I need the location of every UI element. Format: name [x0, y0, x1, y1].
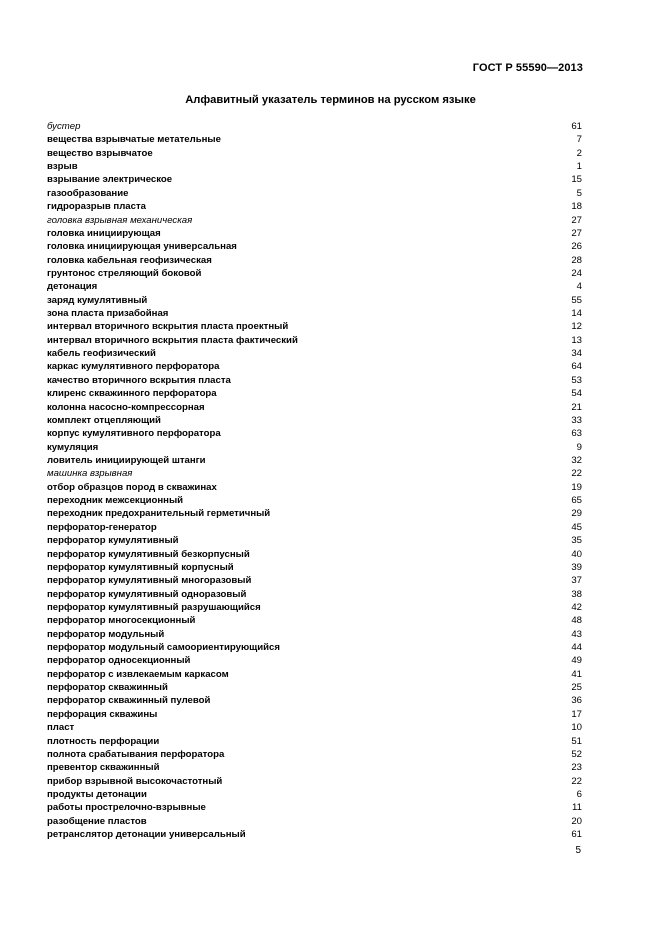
- index-term: прибор взрывной высокочастотный: [47, 775, 223, 787]
- index-term-number: 20: [571, 815, 582, 827]
- index-entry: [47, 561, 582, 574]
- index-term: машинка взрывная: [47, 468, 133, 480]
- index-term: превентор скважинный: [47, 762, 160, 774]
- index-term-number: 61: [571, 829, 582, 841]
- index-term: головка кабельная геофизическая: [47, 254, 212, 266]
- index-term-number: 23: [571, 762, 582, 774]
- index-term: отбор образцов пород в скважинах: [47, 481, 217, 493]
- index-entry: [47, 454, 582, 467]
- index-term: головка взрывная механическая: [47, 214, 193, 226]
- index-entry: [47, 120, 582, 133]
- index-entry: [47, 481, 582, 494]
- index-term-number: 34: [571, 348, 582, 360]
- index-term: заряд кумулятивный: [47, 294, 148, 306]
- index-term: перфоратор кумулятивный одноразовый: [47, 588, 247, 600]
- index-term: перфоратор скважинный: [47, 682, 168, 694]
- index-term: полнота срабатывания перфоратора: [47, 748, 225, 760]
- index-term: перфоратор кумулятивный разрушающийся: [47, 601, 261, 613]
- index-entry: [47, 654, 582, 667]
- index-term: перфоратор односекционный: [47, 655, 191, 667]
- index-entry: [47, 267, 582, 280]
- index-term-number: 24: [571, 267, 582, 279]
- index-entry: [47, 815, 582, 828]
- index-term-number: 22: [571, 468, 582, 480]
- index-entry: [47, 280, 582, 293]
- index-term-number: 37: [571, 575, 582, 587]
- index-term-number: 48: [571, 615, 582, 627]
- index-term: вещества взрывчатые метательные: [47, 134, 221, 146]
- index-term: интервал вторичного вскрытия пласта фактический: [47, 334, 298, 346]
- index-term: взрыв: [47, 161, 78, 173]
- index-entry: [47, 307, 582, 320]
- index-term-number: 38: [571, 588, 582, 600]
- index-term-number: 51: [571, 735, 582, 747]
- index-term-number: 25: [571, 682, 582, 694]
- index-term: зона пласта призабойная: [47, 308, 169, 320]
- index-term-number: 2: [576, 147, 582, 159]
- index-term: перфоратор кумулятивный корпусный: [47, 561, 234, 573]
- index-term: ретранслятор детонации универсальный: [47, 829, 246, 841]
- index-entry: [47, 387, 582, 400]
- index-term-number: 39: [571, 561, 582, 573]
- index-entry: [47, 441, 582, 454]
- page-number: 5: [575, 845, 581, 856]
- index-entry: [47, 374, 582, 387]
- index-title: Алфавитный указатель терминов на русском языке: [185, 94, 476, 106]
- index-entry: [47, 507, 582, 520]
- index-term: каркас кумулятивного перфоратора: [47, 361, 220, 373]
- index-term: перфоратор модульный: [47, 628, 165, 640]
- index-term: ловитель инициирующей штанги: [47, 454, 206, 466]
- index-term: бустер: [47, 121, 81, 132]
- index-entry: [47, 254, 582, 267]
- index-term-number: 26: [571, 241, 582, 253]
- index-term-number: 65: [571, 495, 582, 507]
- index-term-number: 43: [571, 628, 582, 640]
- index-term-number: 55: [571, 294, 582, 306]
- index-term-number: 11: [572, 802, 582, 814]
- index-entry: [47, 414, 582, 427]
- index-entry: [47, 721, 582, 734]
- index-entry: [47, 614, 582, 627]
- index-term-number: 52: [571, 748, 582, 760]
- index-term: головка инициирующая универсальная: [47, 241, 237, 253]
- index-term: гидроразрыв пласта: [47, 201, 146, 213]
- index-entry: [47, 173, 582, 186]
- index-term: перфоратор кумулятивный многоразовый: [47, 575, 252, 587]
- index-entry: [47, 801, 582, 814]
- index-term-number: 21: [571, 401, 582, 413]
- index-term-number: 29: [571, 508, 582, 520]
- index-term-number: 32: [571, 454, 582, 466]
- index-term: качество вторичного вскрытия пласта: [47, 374, 231, 386]
- index-entry: [47, 668, 582, 681]
- index-term-number: 15: [571, 174, 582, 186]
- index-term: перфоратор кумулятивный: [47, 535, 179, 547]
- index-term-number: 4: [576, 281, 582, 293]
- index-term-number: 61: [571, 121, 582, 132]
- index-term-number: 1: [576, 161, 582, 173]
- index-term-number: 10: [571, 722, 582, 734]
- index-term: перфоратор с извлекаемым каркасом: [47, 668, 229, 680]
- index-term: перфоратор кумулятивный безкорпусный: [47, 548, 250, 560]
- index-term-number: 13: [571, 334, 582, 346]
- index-term-number: 27: [571, 214, 582, 226]
- index-term: плотность перфорации: [47, 735, 160, 747]
- index-entry: [47, 548, 582, 561]
- index-entry: [47, 214, 582, 227]
- index-term: переходник межсекционный: [47, 495, 184, 507]
- index-term-number: 42: [571, 601, 582, 613]
- index-entry: [47, 735, 582, 748]
- index-entry: [47, 601, 582, 614]
- index-entry: [47, 775, 582, 788]
- index-term: переходник предохранительный герметичный: [47, 508, 271, 520]
- index-term-number: 53: [571, 374, 582, 386]
- index-entry: [47, 187, 582, 200]
- index-entry: [47, 641, 582, 654]
- index-term-number: 40: [571, 548, 582, 560]
- index-term-number: 33: [571, 414, 582, 426]
- index-entry: [47, 708, 582, 721]
- index-entry: [47, 748, 582, 761]
- index-term: головка инициирующая: [47, 227, 161, 239]
- index-entry: [47, 227, 582, 240]
- index-term: газообразование: [47, 187, 129, 199]
- index-entry: [47, 521, 582, 534]
- index-entry: [47, 694, 582, 707]
- index-entry: [47, 200, 582, 213]
- index-term-number: 22: [571, 775, 582, 787]
- index-term: интервал вторичного вскрытия пласта проектный: [47, 321, 289, 333]
- index-term: перфоратор-генератор: [47, 521, 157, 533]
- document-code: ГОСТ Р 55590—2013: [472, 62, 583, 74]
- index-term: клиренс скважинного перфоратора: [47, 388, 217, 400]
- index-entry: [47, 160, 582, 173]
- index-entry: [47, 588, 582, 601]
- index-entry: [47, 334, 582, 347]
- index-term: перфоратор скважинный пулевой: [47, 695, 211, 707]
- index-term: вещество взрывчатое: [47, 147, 153, 159]
- index-term-number: 45: [571, 521, 582, 533]
- index-term: перфорация скважины: [47, 708, 158, 720]
- index-entry: [47, 494, 582, 507]
- index-entry: [47, 401, 582, 414]
- index-term: детонация: [47, 281, 98, 293]
- index-entry: [47, 360, 582, 373]
- index-term: кабель геофизический: [47, 348, 156, 360]
- index-term-number: 14: [571, 308, 582, 320]
- index-entry: [47, 828, 582, 841]
- index-term-number: 5: [576, 187, 582, 199]
- index-term-number: 28: [571, 254, 582, 266]
- index-term-number: 49: [571, 655, 582, 667]
- index-entry: [47, 347, 582, 360]
- index-term-number: 35: [571, 535, 582, 547]
- index-term: колонна насосно-компрессорная: [47, 401, 205, 413]
- index-term-number: 7: [576, 134, 582, 146]
- index-entry: [47, 761, 582, 774]
- index-entry: [47, 240, 582, 253]
- index-entry: [47, 628, 582, 641]
- index-entry: [47, 294, 582, 307]
- index-entry: [47, 574, 582, 587]
- index-entry: [47, 681, 582, 694]
- index-term-number: 44: [571, 642, 582, 654]
- index-term-number: 64: [571, 361, 582, 373]
- index-term: корпус кумулятивного перфоратора: [47, 428, 221, 440]
- index-entry: [47, 147, 582, 160]
- index-term: работы прострелочно-взрывные: [47, 802, 206, 814]
- index-term: кумуляция: [47, 441, 99, 453]
- index-term: грунтонос стреляющий боковой: [47, 267, 202, 279]
- index-term-number: 17: [571, 708, 582, 720]
- index-term-number: 63: [571, 428, 582, 440]
- index-term: разобщение пластов: [47, 815, 147, 827]
- index-term: пласт: [47, 722, 75, 734]
- index-term-number: 9: [576, 441, 582, 453]
- index-term-number: 6: [576, 788, 582, 800]
- index-entry: [47, 133, 582, 146]
- index-term-number: 27: [571, 227, 582, 239]
- index-term-number: 18: [571, 201, 582, 213]
- term-index-list: [47, 120, 582, 841]
- index-term-number: 41: [571, 668, 582, 680]
- index-entry: [47, 788, 582, 801]
- index-entry: [47, 427, 582, 440]
- index-term-number: 12: [571, 321, 582, 333]
- index-term-number: 19: [571, 481, 582, 493]
- index-entry: [47, 534, 582, 547]
- index-term: взрывание электрическое: [47, 174, 173, 186]
- index-entry: [47, 467, 582, 480]
- index-term-number: 54: [571, 388, 582, 400]
- index-term: перфоратор многосекционный: [47, 615, 196, 627]
- index-term: перфоратор модульный самоориентирующийся: [47, 642, 280, 654]
- index-term: продукты детонации: [47, 788, 147, 800]
- index-term: комплект отцепляющий: [47, 414, 161, 426]
- index-term-number: 36: [571, 695, 582, 707]
- index-entry: [47, 320, 582, 333]
